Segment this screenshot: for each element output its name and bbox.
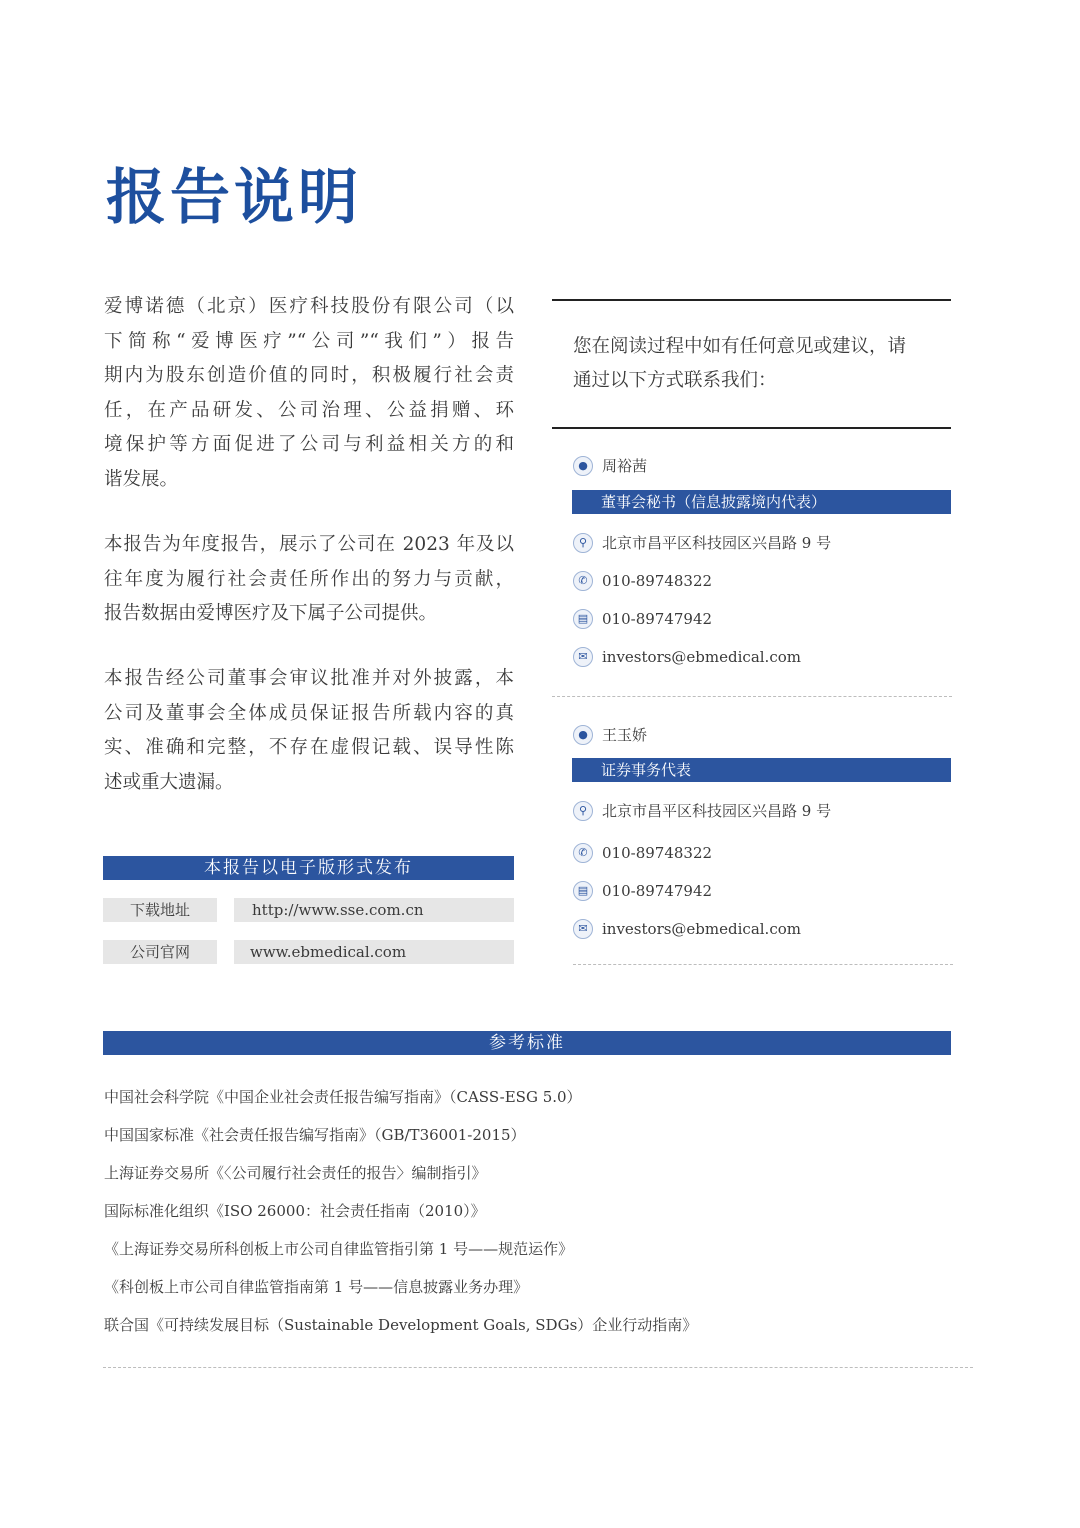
person-icon: ● [573,456,593,476]
divider [552,427,951,429]
email-row [573,645,831,669]
contact-card [573,454,647,478]
text-line: 您在阅读过程中如有任何意见或建议，请 [573,336,907,357]
contact-name: 王玉娇 [602,726,648,744]
reference-item: 上海证券交易所《〈公司履行社会责任的报告〉编制指引》 [104,1164,487,1182]
divider [552,696,952,697]
contact-details [573,531,831,669]
text-line: 实、准确和完整，不存在虚假记载、误导性陈 [104,737,514,759]
reference-item: 国际标准化组织《ISO 26000：社会责任指南（2010）》 [104,1202,486,1220]
text-line: 述或重大遗漏。 [104,771,234,793]
phone: 010-89748322 [602,844,713,862]
email-link[interactable]: investors@ebmedical.com [602,648,801,666]
contact-details [573,799,831,941]
fax-icon: ▤ [573,881,593,901]
fax-row [573,879,831,903]
contact-name-row [573,723,647,747]
intro-paragraph-1 [104,290,514,498]
phone-icon: ✆ [573,843,593,863]
email-link[interactable]: investors@ebmedical.com [602,920,801,938]
text-line: 境保护等方面促进了公司与利益相关方的和 [104,434,514,456]
intro-paragraph-2 [104,528,514,632]
text-line: 任，在产品研发、公司治理、公益捐赠、环 [104,399,514,421]
fax-row [573,607,831,631]
phone: 010-89748322 [602,572,713,590]
address-row [573,799,831,823]
mail-icon: ✉ [573,919,593,939]
text-line: 谐发展。 [104,468,179,490]
text-line: 往年度为履行社会责任所作出的努力与贡献， [104,568,514,590]
references-heading: 参考标准 [103,1031,951,1055]
contact-intro [573,330,906,398]
text-line: 期内为股东创造价值的同时，积极履行社会责 [104,365,514,387]
reference-item: 中国国家标准《社会责任报告编写指南》（GB/T36001-2015） [104,1126,526,1144]
contact-role: 证券事务代表 [572,758,951,782]
contact-name-row [573,454,647,478]
text-line: 爱博诺德（北京）医疗科技股份有限公司（以 [104,296,514,317]
reference-item: 中国社会科学院《中国企业社会责任报告编写指南》（CASS-ESG 5.0） [104,1088,582,1106]
reference-item: 《上海证券交易所科创板上市公司自律监管指引第 1 号——规范运作》 [104,1240,574,1258]
location-icon: ⚲ [573,801,593,821]
publication-heading: 本报告以电子版形式发布 [103,856,514,880]
divider [552,299,951,301]
mail-icon: ✉ [573,647,593,667]
address-row [573,531,831,555]
fax: 010-89747942 [602,882,713,900]
text-line: 本报告为年度报告，展示了公司在 2023 年及以 [104,534,514,555]
text-line: 公司及董事会全体成员保证报告所载内容的真 [104,702,514,724]
contact-name: 周裕茜 [602,457,648,475]
phone-row [573,841,831,865]
reference-item: 联合国《可持续发展目标（Sustainable Development Goals, SDGs）企业行动指南》 [104,1316,698,1334]
text-line: 报告数据由爱博医疗及下属子公司提供。 [104,603,438,625]
address: 北京市昌平区科技园区兴昌路 9 号 [602,802,832,820]
email-row [573,917,831,941]
page-title: 报告说明 [106,163,362,233]
divider [103,1367,973,1368]
publication-label: 公司官网 [103,940,217,964]
publication-label: 下载地址 [103,898,217,922]
fax: 010-89747942 [602,610,713,628]
intro-paragraph-3 [104,662,514,800]
address: 北京市昌平区科技园区兴昌路 9 号 [602,534,832,552]
phone-row [573,569,831,593]
download-link[interactable]: http://www.sse.com.cn [234,898,514,922]
text-line: 通过以下方式联系我们： [573,370,777,391]
divider [573,964,953,965]
reference-item: 《科创板上市公司自律监管指南第 1 号——信息披露业务办理》 [104,1278,529,1296]
contact-role: 董事会秘书（信息披露境内代表） [572,490,951,514]
location-icon: ⚲ [573,533,593,553]
phone-icon: ✆ [573,571,593,591]
contact-card [573,723,647,747]
person-icon: ● [573,725,593,745]
text-line: 下简称“爱博医疗”“公司”“我们”）报告 [104,330,514,352]
fax-icon: ▤ [573,609,593,629]
text-line: 本报告经公司董事会审议批准并对外披露，本 [104,668,514,689]
website-link[interactable]: www.ebmedical.com [234,940,514,964]
